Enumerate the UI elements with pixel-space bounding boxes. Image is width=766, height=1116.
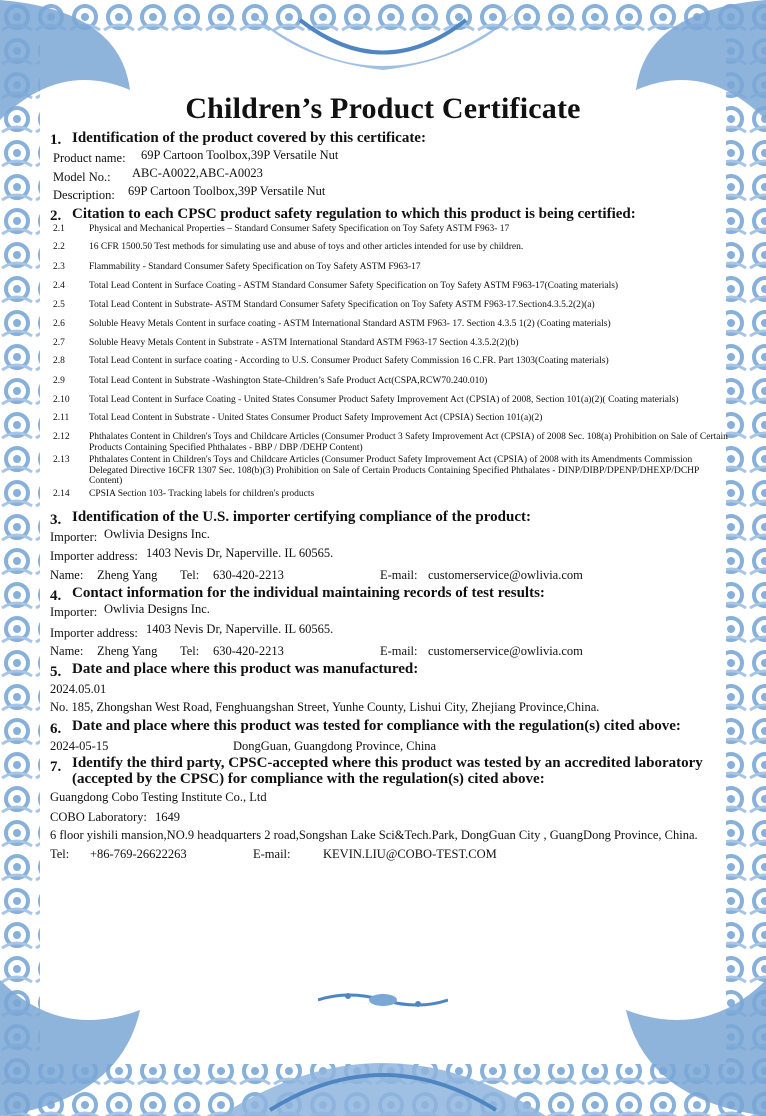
tel-value: 630-420-2213 xyxy=(213,568,284,582)
regulation-number: 2.13 xyxy=(53,455,70,465)
importer-value: Owlivia Designs Inc. xyxy=(104,602,210,616)
regulation-number: 2.1 xyxy=(53,224,65,234)
section-1-title: Identification of the product covered by this certificate: xyxy=(72,130,426,146)
regulation-text: Total Lead Content in surface coating - According to U.S. Consumer Product Safety Commission 16 C.FR. Part 1303(Coating materials) xyxy=(89,356,609,366)
section-7-title-line2: (accepted by the CPSC) for compliance with the regulation(s) cited above: xyxy=(72,771,545,787)
regulation-number: 2.8 xyxy=(53,356,65,366)
product-name-value: 69P Cartoon Toolbox,39P Versatile Nut xyxy=(141,148,339,162)
lab-tel-value: +86-769-26622263 xyxy=(90,847,187,861)
regulation-text: Soluble Heavy Metals Content in surface coating - ASTM International Standard ASTM F963- 17. Section 4.3.5 1(2) (Coating materials) xyxy=(89,319,611,329)
section-3-title: Identification of the U.S. importer certifying compliance of the product: xyxy=(72,509,531,525)
tel-label: Tel: xyxy=(180,568,200,582)
tel-value: 630-420-2213 xyxy=(213,644,284,658)
section-5-number: 5. xyxy=(50,664,62,680)
regulation-text: Soluble Heavy Metals Content in Substrate - ASTM International Standard ASTM F963-17 Section 4.3.5.2(2)(b) xyxy=(89,338,519,348)
importer-address-label: Importer address: xyxy=(50,549,138,563)
importer-address-value: 1403 Nevis Dr, Naperville. IL 60565. xyxy=(146,546,334,560)
section-3-number: 3. xyxy=(50,512,62,528)
email-label: E-mail: xyxy=(380,644,418,658)
product-name-label: Product name: xyxy=(53,151,126,165)
importer-address-label: Importer address: xyxy=(50,626,138,640)
regulation-number: 2.5 xyxy=(53,300,65,310)
regulation-number: 2.9 xyxy=(53,376,65,386)
regulation-text: Total Lead Content in Surface Coating - United States Consumer Product Safety Improvement Act (CPSIA) of 2008, Section 101(a)(2)( Coating materials) xyxy=(89,395,679,405)
regulation-number: 2.7 xyxy=(53,338,65,348)
regulation-number: 2.14 xyxy=(53,489,70,499)
email-value: customerservice@owlivia.com xyxy=(428,568,583,582)
section-2-title: Citation to each CPSC product safety regulation to which this product is being certified: xyxy=(72,206,636,222)
section-1-number: 1. xyxy=(50,132,62,148)
section-2-number: 2. xyxy=(50,208,62,224)
manufacture-date: 2024.05.01 xyxy=(50,682,107,696)
importer-value: Owlivia Designs Inc. xyxy=(104,527,210,541)
importer-label: Importer: xyxy=(50,605,98,619)
regulation-text: Flammability - Standard Consumer Safety Specification on Toy Safety ASTM F963-17 xyxy=(89,262,421,272)
name-value: Zheng Yang xyxy=(97,644,158,658)
name-value: Zheng Yang xyxy=(97,568,158,582)
lab-name: Guangdong Cobo Testing Institute Co., Ltd xyxy=(50,790,267,804)
section-6-number: 6. xyxy=(50,721,62,737)
name-label: Name: xyxy=(50,568,84,582)
name-label: Name: xyxy=(50,644,84,658)
regulation-text: 16 CFR 1500.50 Test methods for simulating use and abuse of toys and other articles intended for use by children. xyxy=(89,242,524,252)
section-4-number: 4. xyxy=(50,588,62,604)
importer-address-value: 1403 Nevis Dr, Naperville. IL 60565. xyxy=(146,622,334,636)
manufacture-place: No. 185, Zhongshan West Road, Fenghuangshan Street, Yunhe County, Lishui City, Zhejiang Province,China. xyxy=(50,700,600,714)
regulation-number: 2.10 xyxy=(53,395,70,405)
regulation-text: Phthalates Content in Children's Toys and Childcare Articles (Consumer Product 3 Safety Improvement Act (CPSIA) of 2008 Sec. 108(a) Prohibition on Sale of Certain Products Containing Specified Phthalates - BBP / DBP /DEHP Content) xyxy=(89,432,728,453)
model-label: Model No.: xyxy=(53,170,111,184)
section-5-title: Date and place where this product was manufactured: xyxy=(72,661,419,677)
description-label: Description: xyxy=(53,188,115,202)
section-7-number: 7. xyxy=(50,759,62,775)
description-value: 69P Cartoon Toolbox,39P Versatile Nut xyxy=(128,184,326,198)
section-7-title-line1: Identify the third party, CPSC-accepted where this product was tested by an accredited laboratory xyxy=(72,755,703,771)
regulation-text: Total Lead Content in Surface Coating - ASTM Standard Consumer Safety Specification on Toy Safety ASTM F963-17(Coating materials) xyxy=(89,281,619,291)
email-value: customerservice@owlivia.com xyxy=(428,644,583,658)
regulation-text: CPSIA Section 103- Tracking labels for children's products xyxy=(89,489,315,499)
lab-id-value: 1649 xyxy=(155,810,180,824)
lab-address: 6 floor yishili mansion,NO.9 headquarters 2 road,Songshan Lake Sci&Tech.Park, DongGuan City , GuangDong Province, China. xyxy=(50,828,698,842)
regulation-text: Total Lead Content in Substrate - United States Consumer Product Safety Improvement Act (CPSIA) Section 101(a)(2) xyxy=(89,413,543,423)
regulation-number: 2.12 xyxy=(53,432,70,442)
model-value: ABC-A0022,ABC-A0023 xyxy=(132,166,263,180)
test-place: DongGuan, Guangdong Province, China xyxy=(233,739,437,753)
regulation-text: Phthalates Content in Children's Toys and Childcare Articles (Consumer Product Safety Improvement Act (CPSIA) of 2008 with its Amendments Commission Delegated Directive 16CFR 1307 Sec. 108(b)(3) Prohibition on Sale of Certain Products Containing Specified Phthalates - DINP/DIBP/DPENP/DHEXP/DCHP Content) xyxy=(89,455,699,486)
lab-email-value: KEVIN.LIU@COBO-TEST.COM xyxy=(323,847,497,861)
lab-tel-label: Tel: xyxy=(50,847,70,861)
regulation-number: 2.6 xyxy=(53,319,65,329)
tel-label: Tel: xyxy=(180,644,200,658)
certificate-title: Children’s Product Certificate xyxy=(185,92,581,125)
section-6-title: Date and place where this product was tested for compliance with the regulation(s) cited above: xyxy=(72,718,681,734)
test-date: 2024-05-15 xyxy=(50,739,109,753)
email-label: E-mail: xyxy=(380,568,418,582)
section-4-title: Contact information for the individual maintaining records of test results: xyxy=(72,585,545,601)
lab-id-label: COBO Laboratory: xyxy=(50,810,147,824)
regulation-number: 2.2 xyxy=(53,242,65,252)
regulation-text: Physical and Mechanical Properties – Standard Consumer Safety Specification on Toy Safety ASTM F963- 17 xyxy=(89,224,510,234)
lab-email-label: E-mail: xyxy=(253,847,291,861)
regulation-number: 2.4 xyxy=(53,281,65,291)
regulation-text: Total Lead Content in Substrate- ASTM Standard Consumer Safety Specification on Toy Safety ASTM F963-17.Section4.3.5.2(2)(a) xyxy=(89,300,595,310)
regulation-number: 2.11 xyxy=(53,413,70,423)
importer-label: Importer: xyxy=(50,530,98,544)
regulation-text: Total Lead Content in Substrate -Washington State-Children’s Safe Product Act(CSPA,RCW70.240.010) xyxy=(89,376,488,386)
regulation-number: 2.3 xyxy=(53,262,65,272)
